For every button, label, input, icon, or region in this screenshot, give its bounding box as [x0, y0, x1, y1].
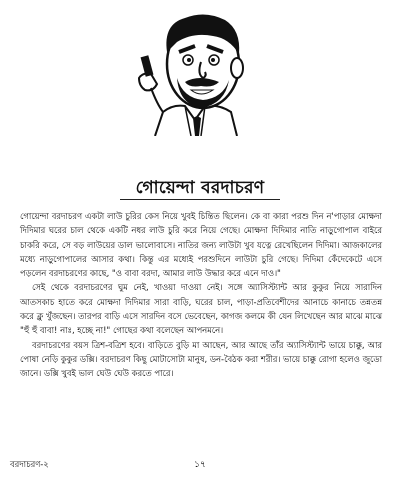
eye-left-pupil: [187, 58, 191, 62]
paragraph: সেই থেকে বরদাচরণের ঘুম নেই, খাওয়া দাওয়া নেই। সঙ্গে অ্যাসিস্ট্যান্ট আর কুকুর নিয়ে সারাদিন আতসকাচ হাতে করে মোক্ষদা দিদিমার সারা বাড়ি, ঘরের চাল, পাড়া-প্রতিবেশীদের আনাচে কানাচে তন্নতন্ন করে ক্লু খুঁজছেন। তারপর বাড়ি এসে সারদিন বসে ভেবেছেন, কাগজ কলমে কী যেন লিখেছেন আর মাঝে মাঝে "হুঁ হুঁ বাবা! নাঃ, হচ্ছে না!" গোছের কথা বলেছেন আপনমনে।: [20, 282, 382, 336]
running-footer: বরদাচরণ-২: [10, 459, 49, 469]
paragraph: বরদাচরণের বয়স ত্রিশ-বত্রিশ হবে। বাড়িতে বুড়ি মা আছেন, আর আছে তাঁর অ্যাসিস্ট্যান্ট ভায়ে চাক্কু, আর পোষা নেড়ি কুকুর ডক্সি। বরদাচরণ কিছু মোটাসোটা মানুষ, ডন-বৈঠক করা শরীর। ভায়ে চাক্কু রোগা হলেও জুডো জানে। ডক্সি খুবই ভাল ঘেউ ঘেউ করতে পারে।: [20, 339, 382, 379]
arm: [151, 88, 163, 112]
title-underline: [120, 199, 280, 200]
detective-illustration: [133, 8, 263, 136]
paragraph: গোয়েন্দা বরদাচরণ একটা লাউ চুরির কেস নিয়ে খুবই চিন্তিত ছিলেন। কে বা কারা পরশু দিন ন'পাড়ার মোক্ষদা দিদিমার ঘরের চাল থেকে একটি নধর লাউ চুরি করে নিয়ে গেছে। মোক্ষদা দিদিমার নাতি নাড়ুগোপাল বাইরে চাকরি করে, সে বড় লাউয়ের ডাল ভালোবাসে। নাতির জন্য লাউটা খুব যত্নে রেখেছিলেন দিদিমা। আজকালের মধ্যে নাড়ুগোপালের আসার কথা। কিন্তু এর মধ্যেই পরশুদিনে লাউটা চুরি গেছে। দিদিমা কেঁদেকেটে এসে পড়লেন বরদাচরণের কাছে, "ও বাবা বরদা, আমার লাউ উদ্ধার করে এনে দাও।": [20, 211, 382, 279]
eye-right-pupil: [211, 58, 215, 62]
page-number: ১৭: [194, 460, 206, 470]
story-body: [20, 209, 382, 381]
chapter-title: গোয়েন্দা বরদাচরণ: [135, 178, 265, 198]
pistol: [141, 55, 154, 76]
ear: [231, 58, 243, 78]
